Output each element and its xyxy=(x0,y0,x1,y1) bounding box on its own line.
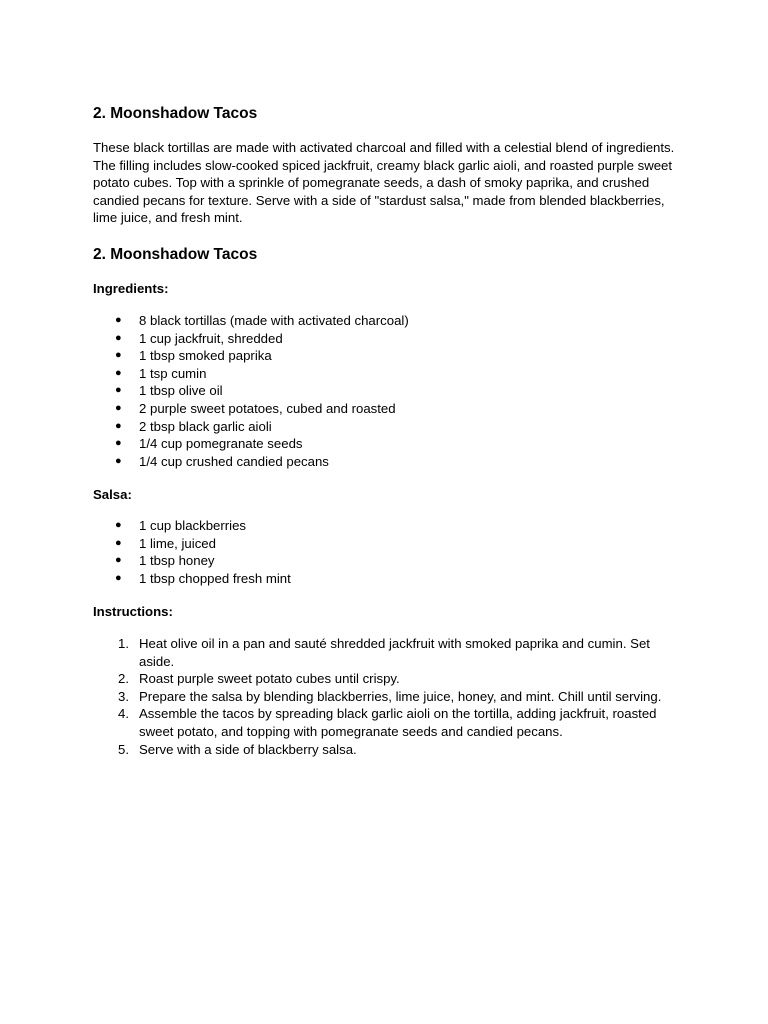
salsa-list xyxy=(93,517,291,587)
ingredient-text: 1 tbsp smoked paprika xyxy=(139,348,272,364)
ingredient-text: 8 black tortillas (made with activated charcoal) xyxy=(139,313,409,328)
ingredients-label: Ingredients: xyxy=(93,281,169,296)
list-item xyxy=(93,635,683,670)
recipe-heading: 2. Moonshadow Tacos xyxy=(93,246,258,263)
step-text: Heat olive oil in a pan and sauté shredded jackfruit with smoked paprika and cumin. Set aside. xyxy=(139,636,650,669)
list-item xyxy=(93,670,683,688)
step-number: 4. xyxy=(118,706,129,722)
bullet-icon: ● xyxy=(115,384,122,397)
ingredient-text: 1 tsp cumin xyxy=(139,365,207,381)
step-number: 1. xyxy=(118,636,129,651)
bullet-icon: ● xyxy=(115,349,122,362)
salsa-item-text: 1 tbsp chopped fresh mint xyxy=(139,570,291,586)
list-item xyxy=(93,517,291,535)
step-number: 2. xyxy=(118,671,129,687)
salsa-item-text: 1 tbsp honey xyxy=(139,553,215,569)
bullet-icon: ● xyxy=(115,571,122,584)
ingredient-text: 2 tbsp black garlic aioli xyxy=(139,418,272,434)
salsa-label: Salsa: xyxy=(93,487,132,502)
step-number: 3. xyxy=(118,688,129,704)
list-item xyxy=(93,705,683,740)
step-text: Serve with a side of blackberry salsa. xyxy=(139,741,357,757)
ingredient-text: 2 purple sweet potatoes, cubed and roasted xyxy=(139,400,396,416)
bullet-icon: ● xyxy=(115,401,122,414)
list-item xyxy=(93,552,291,570)
list-item xyxy=(93,330,409,348)
bullet-icon: ● xyxy=(115,419,122,432)
list-item xyxy=(93,741,683,759)
ingredient-text: 1 cup jackfruit, shredded xyxy=(139,330,283,346)
step-text: Prepare the salsa by blending blackberries, lime juice, honey, and mint. Chill until serving. xyxy=(139,688,662,704)
bullet-icon: ● xyxy=(115,519,122,531)
bullet-icon: ● xyxy=(115,437,122,450)
list-item xyxy=(93,347,409,365)
bullet-icon: ● xyxy=(115,454,122,467)
bullet-icon: ● xyxy=(115,536,122,549)
instructions-list xyxy=(93,635,683,758)
list-item xyxy=(93,418,409,436)
list-item xyxy=(93,365,409,383)
bullet-icon: ● xyxy=(115,331,122,344)
ingredient-text: 1 tbsp olive oil xyxy=(139,383,223,399)
list-item xyxy=(93,382,409,400)
intro-paragraph: These black tortillas are made with activated charcoal and filled with a celestial blend of ingredients. The filling includes slow-cooked spiced jackfruit, creamy black garlic aioli, and roasted purple sweet potato cubes. Top with a sprinkle of pomegranate seeds, a dash of smoky paprika, and crushed candied pecans for texture. Serve with a side of "stardust salsa," made from blended blackberries, lime juice, and fresh mint. xyxy=(93,140,675,226)
list-item xyxy=(93,400,409,418)
bullet-icon: ● xyxy=(115,314,122,326)
list-item xyxy=(93,312,409,330)
section-heading: 2. Moonshadow Tacos xyxy=(93,105,258,122)
ingredient-text: 1/4 cup pomegranate seeds xyxy=(139,436,303,452)
salsa-item-text: 1 lime, juiced xyxy=(139,535,216,551)
list-item xyxy=(93,435,409,453)
bullet-icon: ● xyxy=(115,554,122,567)
list-item xyxy=(93,688,683,706)
bullet-icon: ● xyxy=(115,366,122,379)
list-item xyxy=(93,453,409,471)
ingredients-list xyxy=(93,312,409,470)
list-item xyxy=(93,535,291,553)
step-text: Assemble the tacos by spreading black garlic aioli on the tortilla, adding jackfruit, roasted sweet potato, and topping with pomegranate seeds and candied pecans. xyxy=(139,706,657,739)
ingredient-text: 1/4 cup crushed candied pecans xyxy=(139,453,329,469)
step-number: 5. xyxy=(118,741,129,757)
step-text: Roast purple sweet potato cubes until crispy. xyxy=(139,671,400,687)
list-item xyxy=(93,570,291,588)
salsa-item-text: 1 cup blackberries xyxy=(139,518,247,533)
instructions-label: Instructions: xyxy=(93,604,173,619)
